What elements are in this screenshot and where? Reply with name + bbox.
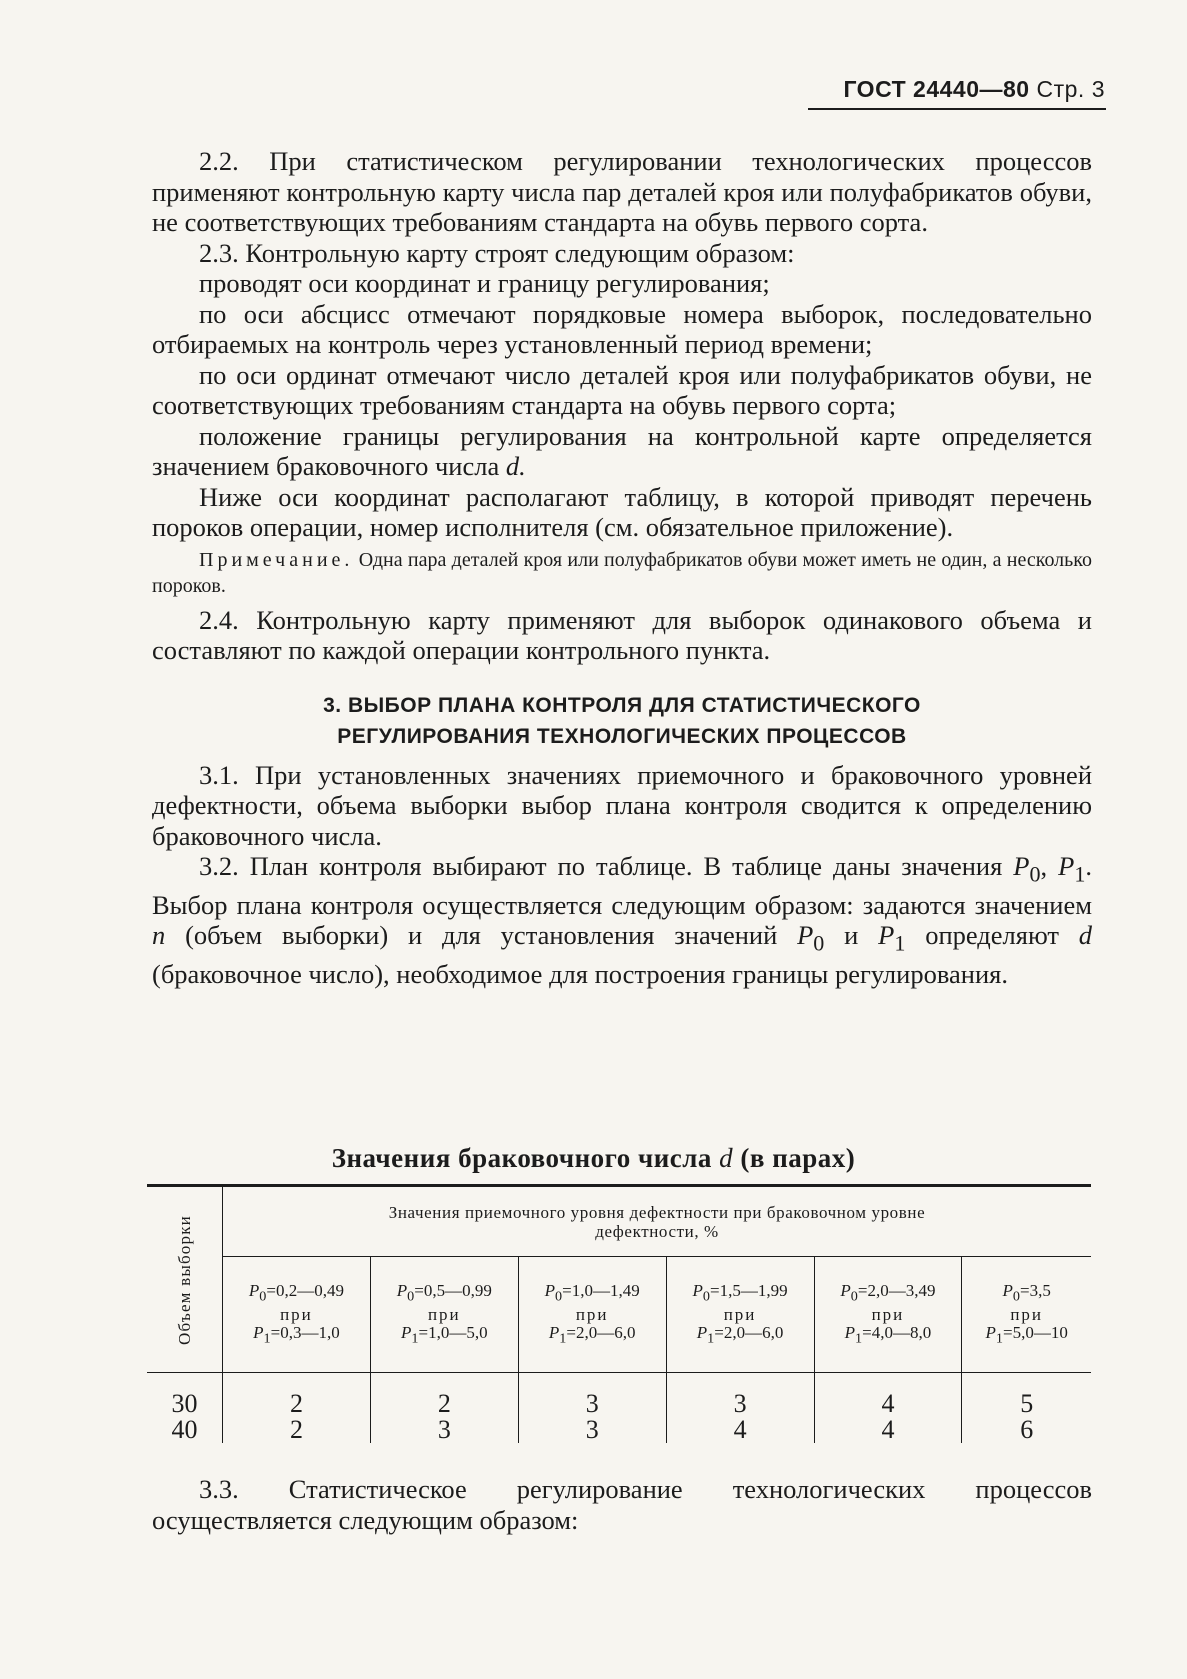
reject-number-cell: 4 [814,1373,962,1418]
col-pri: при [871,1304,905,1324]
col-pri: при [1010,1304,1044,1324]
col-p1: =4,0—8,0 [862,1322,932,1342]
page-header [843,76,1105,103]
paragraph-2-3-item-2: по оси абсцисс отмечают порядковые номера выборок, последовательно отбираемых на контроль через установленный период времени; [152,298,1092,359]
section-3-heading [152,690,1092,752]
section-heading-line-1: 3. ВЫБОР ПЛАНА КОНТРОЛЯ ДЛЯ СТАТИСТИЧЕСКОГО [323,693,921,717]
reject-number-cell: 4 [814,1417,962,1443]
reject-number-cell: 4 [666,1417,814,1443]
gost-number: ГОСТ 24440—80 [843,76,1030,102]
col-pri: при [575,1304,609,1324]
col-p1: =5,0—10 [1003,1322,1068,1342]
p32-part-b: Выбор плана контроля осуществляется следующим образом: задаются значением [152,889,1092,920]
col-p0: =2,0—3,49 [857,1281,936,1301]
footer-text [152,1474,1092,1535]
note [152,547,1092,599]
caption-text-b: (в парах) [740,1143,856,1173]
p32-and: и [844,920,859,951]
p32-part-a: 3.2. План контроля выбирают по таблице. В таблице даны значения [199,851,1003,881]
d-symbol-2: d [1078,920,1093,951]
column-header: $P_0=2,0—3,49$ при $P_1=4,0—8,0$ [814,1257,962,1373]
paragraph-3-1: 3.1. При установленных значениях приемочного и браковочного уровней дефектности, объема выборки выбор плана контроля сводится к определению браковочного числа. [152,759,1092,851]
caption-text-a: Значения браковочного числа [331,1143,712,1173]
col-pri: при [280,1304,313,1324]
col-p1: =2,0—6,0 [714,1322,784,1342]
p1-subscript-2: 1 [894,930,906,956]
table-row [147,1373,1091,1418]
table-caption [0,1143,1187,1174]
header-rule [808,108,1106,110]
paragraph-3-2: 3.2. План контроля выбирают по таблице. В таблице даны значения $P_0$, $P_1$. Выбор плана контроля осуществляется следующим образом: задаются значением n (объем выборки) и для установления значений $P_0$ и $P_1$ определяют d (браковочное число), необходимое для построения границы регулирования. [152,851,1093,990]
column-header: $P_0=0,5—0,99$ при $P_1=1,0—5,0$ [370,1257,518,1373]
paragraph-3-3: 3.3. Статистическое регулирование технологических процессов осуществляется следующим образом: [152,1474,1092,1535]
n-symbol: n [152,920,166,951]
sample-size-cell: 30 [147,1373,223,1418]
col-pri: при [427,1304,461,1324]
p1-symbol-2: P [878,920,895,951]
reject-number-cell: 2 [370,1373,518,1418]
reject-number-cell: 3 [518,1417,666,1443]
caption-d: d [719,1143,734,1173]
p32-part-d: определяют [925,920,1059,951]
paragraph-2-3-item-4 [152,421,1092,482]
reject-number-cell: 6 [1020,1415,1034,1444]
p0-subscript: 0 [1029,861,1041,887]
note-text: Одна пара деталей кроя или полуфабрикатов обуви может иметь не один, а несколько пороков. [152,548,1092,597]
column-header: $P_0=3,5$ при $P_1=5,0—10$ [962,1257,1091,1373]
group-header [223,1186,1092,1257]
note-label: Примечание. [199,548,354,571]
paragraph-2-3-item-1: проводят оси координат и границу регулирования; [199,268,770,298]
column-header: $P_0=1,5—1,99$ при $P_1=2,0—6,0$ [666,1257,814,1373]
p32-part-e: (браковочное число), необходимое для построения границы регулирования. [152,959,1008,990]
p1-symbol: P [1058,851,1075,881]
col-p0: =1,0—1,49 [562,1281,640,1301]
col-p0: =1,5—1,99 [710,1281,788,1301]
body-text [152,146,1092,990]
section-heading-line-2: РЕГУЛИРОВАНИЯ ТЕХНОЛОГИЧЕСКИХ ПРОЦЕССОВ [337,724,907,748]
reject-number-table [147,1184,1091,1443]
col-p1: =1,0—5,0 [418,1322,488,1342]
group-header-line-2: дефектности, % [595,1221,719,1241]
column-header: $P_0=0,2—0,49$ при $P_1=0,3—1,0$ [223,1257,371,1373]
sample-size-cell: 40 [147,1417,223,1443]
p32-part-c: (объем выборки) и для установления значений [185,920,778,951]
reject-number-cell: 2 [223,1373,371,1418]
paragraph-2-3-item-5: Ниже оси координат располагают таблицу, в которой приводят перечень пороков операции, номер исполнителя (см. обязательное приложение). [152,481,1092,542]
reject-number-cell: 3 [518,1373,666,1418]
p0-symbol-2: P [797,920,814,951]
reject-number-cell: 3 [666,1373,814,1418]
reject-number-cell: 3 [370,1417,518,1443]
col-p1: =2,0—6,0 [566,1322,636,1342]
paragraph-2-4: 2.4. Контрольную карту применяют для выборок одинакового объема и составляют по каждой операции контрольного пункта. [152,604,1092,665]
paragraph-2-3-item-3: по оси ординат отмечают число деталей кроя или полуфабрикатов обуви, не соответствующих требованиям стандарта на обувь первого сорта; [152,359,1092,420]
p1-subscript: 1 [1074,861,1086,887]
stub-header-text: Объем выборки [174,1214,194,1345]
col-p0: =0,2—0,49 [266,1281,344,1301]
p0-subscript-2: 0 [813,930,825,956]
group-header-line-1: Значения приемочного уровня дефектности при браковочном уровне [388,1202,926,1222]
page-number: Стр. 3 [1036,76,1105,102]
reject-number-cell: 5 [1020,1389,1034,1418]
paragraph-2-2: 2.2. При статистическом регулировании технологических процессов применяют контрольную карту числа пар деталей кроя или полуфабрикатов обуви, не соответствующих требованиям стандарта на обувь первого сорта. [152,146,1092,237]
column-header: $P_0=1,0—1,49$ при $P_1=2,0—6,0$ [518,1257,666,1373]
paragraph-2-3-item-4-text: положение границы регулирования на контрольной карте определяется значением браковочного числа [152,420,1092,481]
col-p0: =3,5 [1020,1281,1051,1301]
paragraph-2-3: 2.3. Контрольную карту строят следующим образом: [199,237,795,268]
col-p1: =0,3—1,0 [270,1322,340,1342]
stub-header [147,1186,223,1373]
p0-symbol: P [1013,851,1030,881]
col-p0: =0,5—0,99 [414,1281,492,1301]
col-pri: при [723,1304,757,1324]
reject-number-cell: 2 [223,1417,371,1443]
d-symbol: d. [505,451,526,481]
table-row [147,1417,1091,1443]
